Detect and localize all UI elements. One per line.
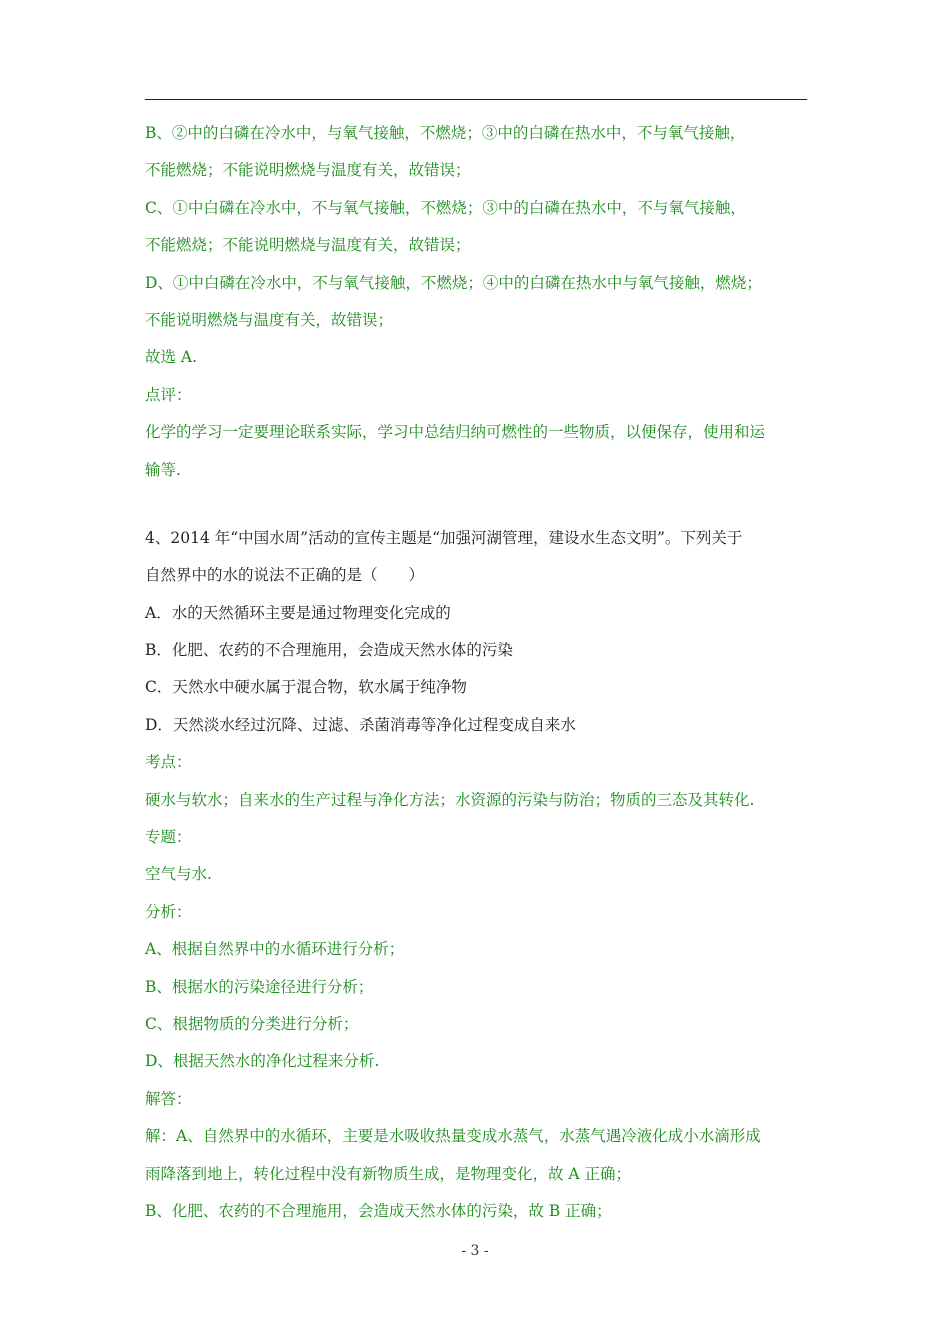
prev-option-c-line-1: C、①中白磷在冷水中，不与氧气接触，不燃烧；③中的白磷在热水中，不与氧气接触， [145,198,746,217]
kaodian-label: 考点： [145,753,192,772]
fenxi-b: B、根据水的污染途径进行分析； [145,977,374,996]
zhuanti-label: 专题： [145,828,192,847]
fenxi-d: D、根据天然水的净化过程来分析. [145,1052,380,1071]
jieda-line-1: 解：A、自然界中的水循环，主要是水吸收热量变成水蒸气，水蒸气遇冷液化成小水滴形成 [145,1127,761,1146]
question-4-option-b: B．化肥、农药的不合理施用，会造成天然水体的污染 [145,641,513,660]
comment-line-1: 化学的学习一定要理论联系实际，学习中总结归纳可燃性的一些物质，以便保存，使用和运 [145,423,766,442]
prev-option-b-line-2: 不能燃烧；不能说明燃烧与温度有关，故错误； [145,161,471,180]
fenxi-a: A、根据自然界中的水循环进行分析； [145,940,405,959]
prev-option-b-line-1: B、②中的白磷在冷水中，与氧气接触，不燃烧；③中的白磷在热水中，不与氧气接触， [145,124,746,142]
jieda-label: 解答： [145,1089,192,1108]
prev-option-c-line-2: 不能燃烧；不能说明燃烧与温度有关，故错误； [145,236,471,255]
kaodian-text: 硬水与软水；自来水的生产过程与净化方法；水资源的污染与防治；物质的三态及其转化. [145,790,755,809]
fenxi-c: C、根据物质的分类进行分析； [145,1014,359,1033]
question-4-stem-line-1: 4、2014 年“中国水周”活动的宣传主题是“加强河湖管理，建设水生态文明”。下列关于 [145,528,743,547]
comment-label: 点评： [145,385,192,404]
comment-line-2: 输等. [145,460,181,479]
question-4-option-a: A．水的天然循环主要是通过物理变化完成的 [145,603,451,622]
jieda-line-3: B、化肥、农药的不合理施用，会造成天然水体的污染，故 B 正确； [145,1201,612,1220]
question-4-stem-line-2: 自然界中的水的说法不正确的是（ ） [145,566,425,585]
page-number: - 3 - [461,1243,489,1259]
prev-option-d-line-1: D、①中白磷在冷水中，不与氧气接触，不燃烧；④中的白磷在热水中与氧气接触，燃烧； [145,273,762,292]
fenxi-label: 分析： [145,902,192,921]
question-4-option-d: D．天然淡水经过沉降、过滤、杀菌消毒等净化过程变成自来水 [145,715,576,734]
header-rule [145,99,807,100]
prev-option-d-line-2: 不能说明燃烧与温度有关，故错误； [145,310,394,329]
question-4-option-c: C．天然水中硬水属于混合物，软水属于纯净物 [145,678,467,697]
jieda-line-2: 雨降落到地上，转化过程中没有新物质生成，是物理变化，故 A 正确； [145,1164,632,1183]
prev-choice: 故选 A. [145,348,198,367]
zhuanti-text: 空气与水. [145,865,212,884]
document-body [145,115,810,1230]
